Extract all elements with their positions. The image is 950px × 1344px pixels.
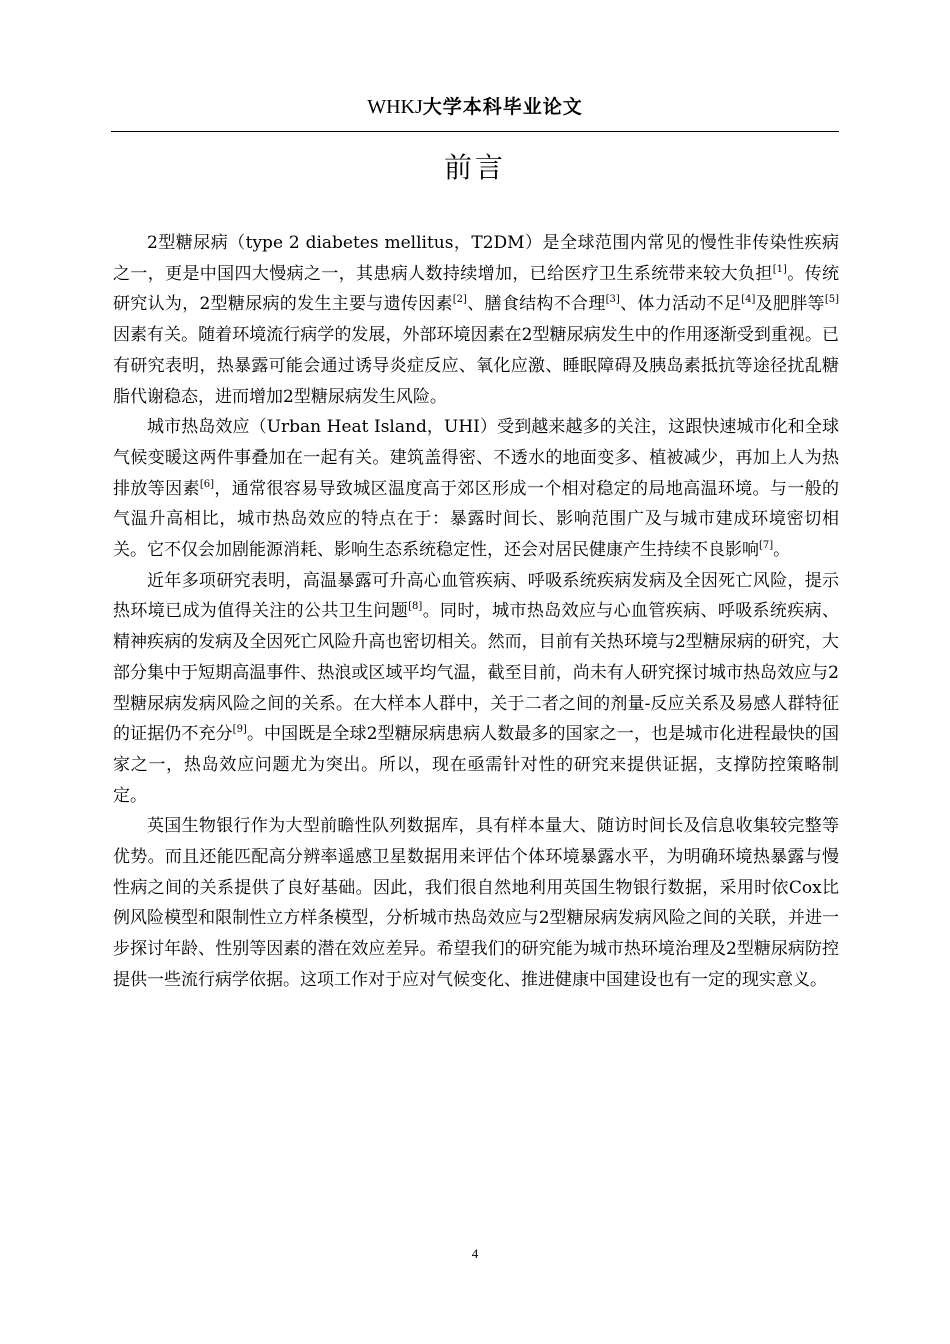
- text-run: 。中国既是全球2型糖尿病患病人数最多的国家之一，也是城市化进程最快的国家之一，热岛效应问题尤为突出。所以，现在亟需针对性的研究来提供证据，支撑防控策略制定。: [113, 724, 839, 806]
- page-number: 4: [471, 1246, 479, 1261]
- citation-ref: [6]: [199, 478, 214, 490]
- text-run: 。传统研究认为，2型糖尿病的发生主要与遗传因素: [113, 263, 840, 315]
- text-run: ，通常很容易导致城区温度高于郊区形成一个相对稳定的局地高温环境。与一般的气温升高相比，城市热岛效应的特点在于：暴露时间长、影响范围广及与城市建成环境密切相关。它不仅会加剧能源消耗、影响生态系统稳定性，还会对居民健康产生持续不良影响: [113, 478, 840, 561]
- running-header-title: 大学本科毕业论文: [422, 96, 583, 118]
- text-run: 、膳食结构不合理: [466, 294, 606, 315]
- running-header: [0, 92, 950, 121]
- text-run: 及肥胖等: [755, 294, 825, 315]
- citation-ref: [2]: [452, 294, 467, 306]
- paragraph: [113, 412, 839, 566]
- citation-ref: [5]: [824, 294, 840, 306]
- running-header-code: WHKJ: [367, 96, 423, 118]
- text-run: 。同时，城市热岛效应与心血管疾病、呼吸系统疾病、精神疾病的发病及全因死亡风险升高也密切相关。然而，目前有关热环境与2型糖尿病的研究，大部分集中于短期高温事件、热浪或区域平均气温，截至目前，尚未有人研究探讨城市热岛效应与2型糖尿病发病风险之间的关系。在大样本人群中，关于二者之间的剂量-反应关系及易感人群特征的证据仍不充分: [113, 601, 840, 745]
- paragraph: [113, 228, 839, 412]
- section-title: 前言: [443, 151, 506, 184]
- citation-ref: [8]: [408, 601, 423, 613]
- text-run: 2型糖尿病（type 2 diabetes mellitus，T2DM）是全球范围内常见的慢性非传染性疾病之一，更是中国四大慢病之一，其患病人数持续增加，已给医疗卫生系统带来较大负担: [113, 233, 839, 284]
- citation-ref: [9]: [232, 724, 247, 736]
- citation-ref: [7]: [759, 540, 774, 552]
- citation-ref: [3]: [605, 294, 620, 306]
- body-text: [113, 228, 839, 996]
- text-run: 、体力活动不足: [619, 294, 742, 315]
- paragraph: [113, 811, 839, 995]
- paragraph: [113, 566, 839, 812]
- text-run: 近年多项研究表明，高温暴露可升高心血管疾病、呼吸系统疾病发病及全因死亡风险，提示热环境已成为值得关注的公共卫生问题: [113, 570, 839, 622]
- text-run: 。: [773, 540, 791, 561]
- header-rule: [111, 131, 839, 132]
- citation-ref: [1]: [772, 263, 787, 275]
- text-run: 因素有关。随着环境流行病学的发展，外部环境因素在2型糖尿病发生中的作用逐渐受到重视。已有研究表明，热暴露可能会通过诱导炎症反应、氧化应激、睡眠障碍及胰岛素抵抗等途径扰乱糖脂代谢稳态，进而增加2型糖尿病发生风险。: [113, 325, 839, 407]
- text-run: 城市热岛效应（Urban Heat Island，UHI）受到越来越多的关注，这跟快速城市化和全球气候变暖这两件事叠加在一起有关。建筑盖得密、不透水的地面变多、植被减少，再加上人为热排放等因素: [113, 417, 839, 499]
- text-run: 英国生物银行作为大型前瞻性队列数据库，具有样本量大、随访时间长及信息收集较完整等优势。而且还能匹配高分辨率遥感卫星数据用来评估个体环境暴露水平，为明确环境热暴露与慢性病之间的关系提供了良好基础。因此，我们很自然地利用英国生物银行数据，采用时依Cox比例风险模型和限制性立方样条模型，分析城市热岛效应与2型糖尿病发病风险之间的关联，并进一步探讨年龄、性别等因素的潜在效应差异。希望我们的研究能为城市热环境治理及2型糖尿病防控提供一些流行病学依据。这项工作对于应对气候变化、推进健康中国建设也有一定的现实意义。: [113, 816, 839, 990]
- citation-ref: [4]: [741, 294, 756, 306]
